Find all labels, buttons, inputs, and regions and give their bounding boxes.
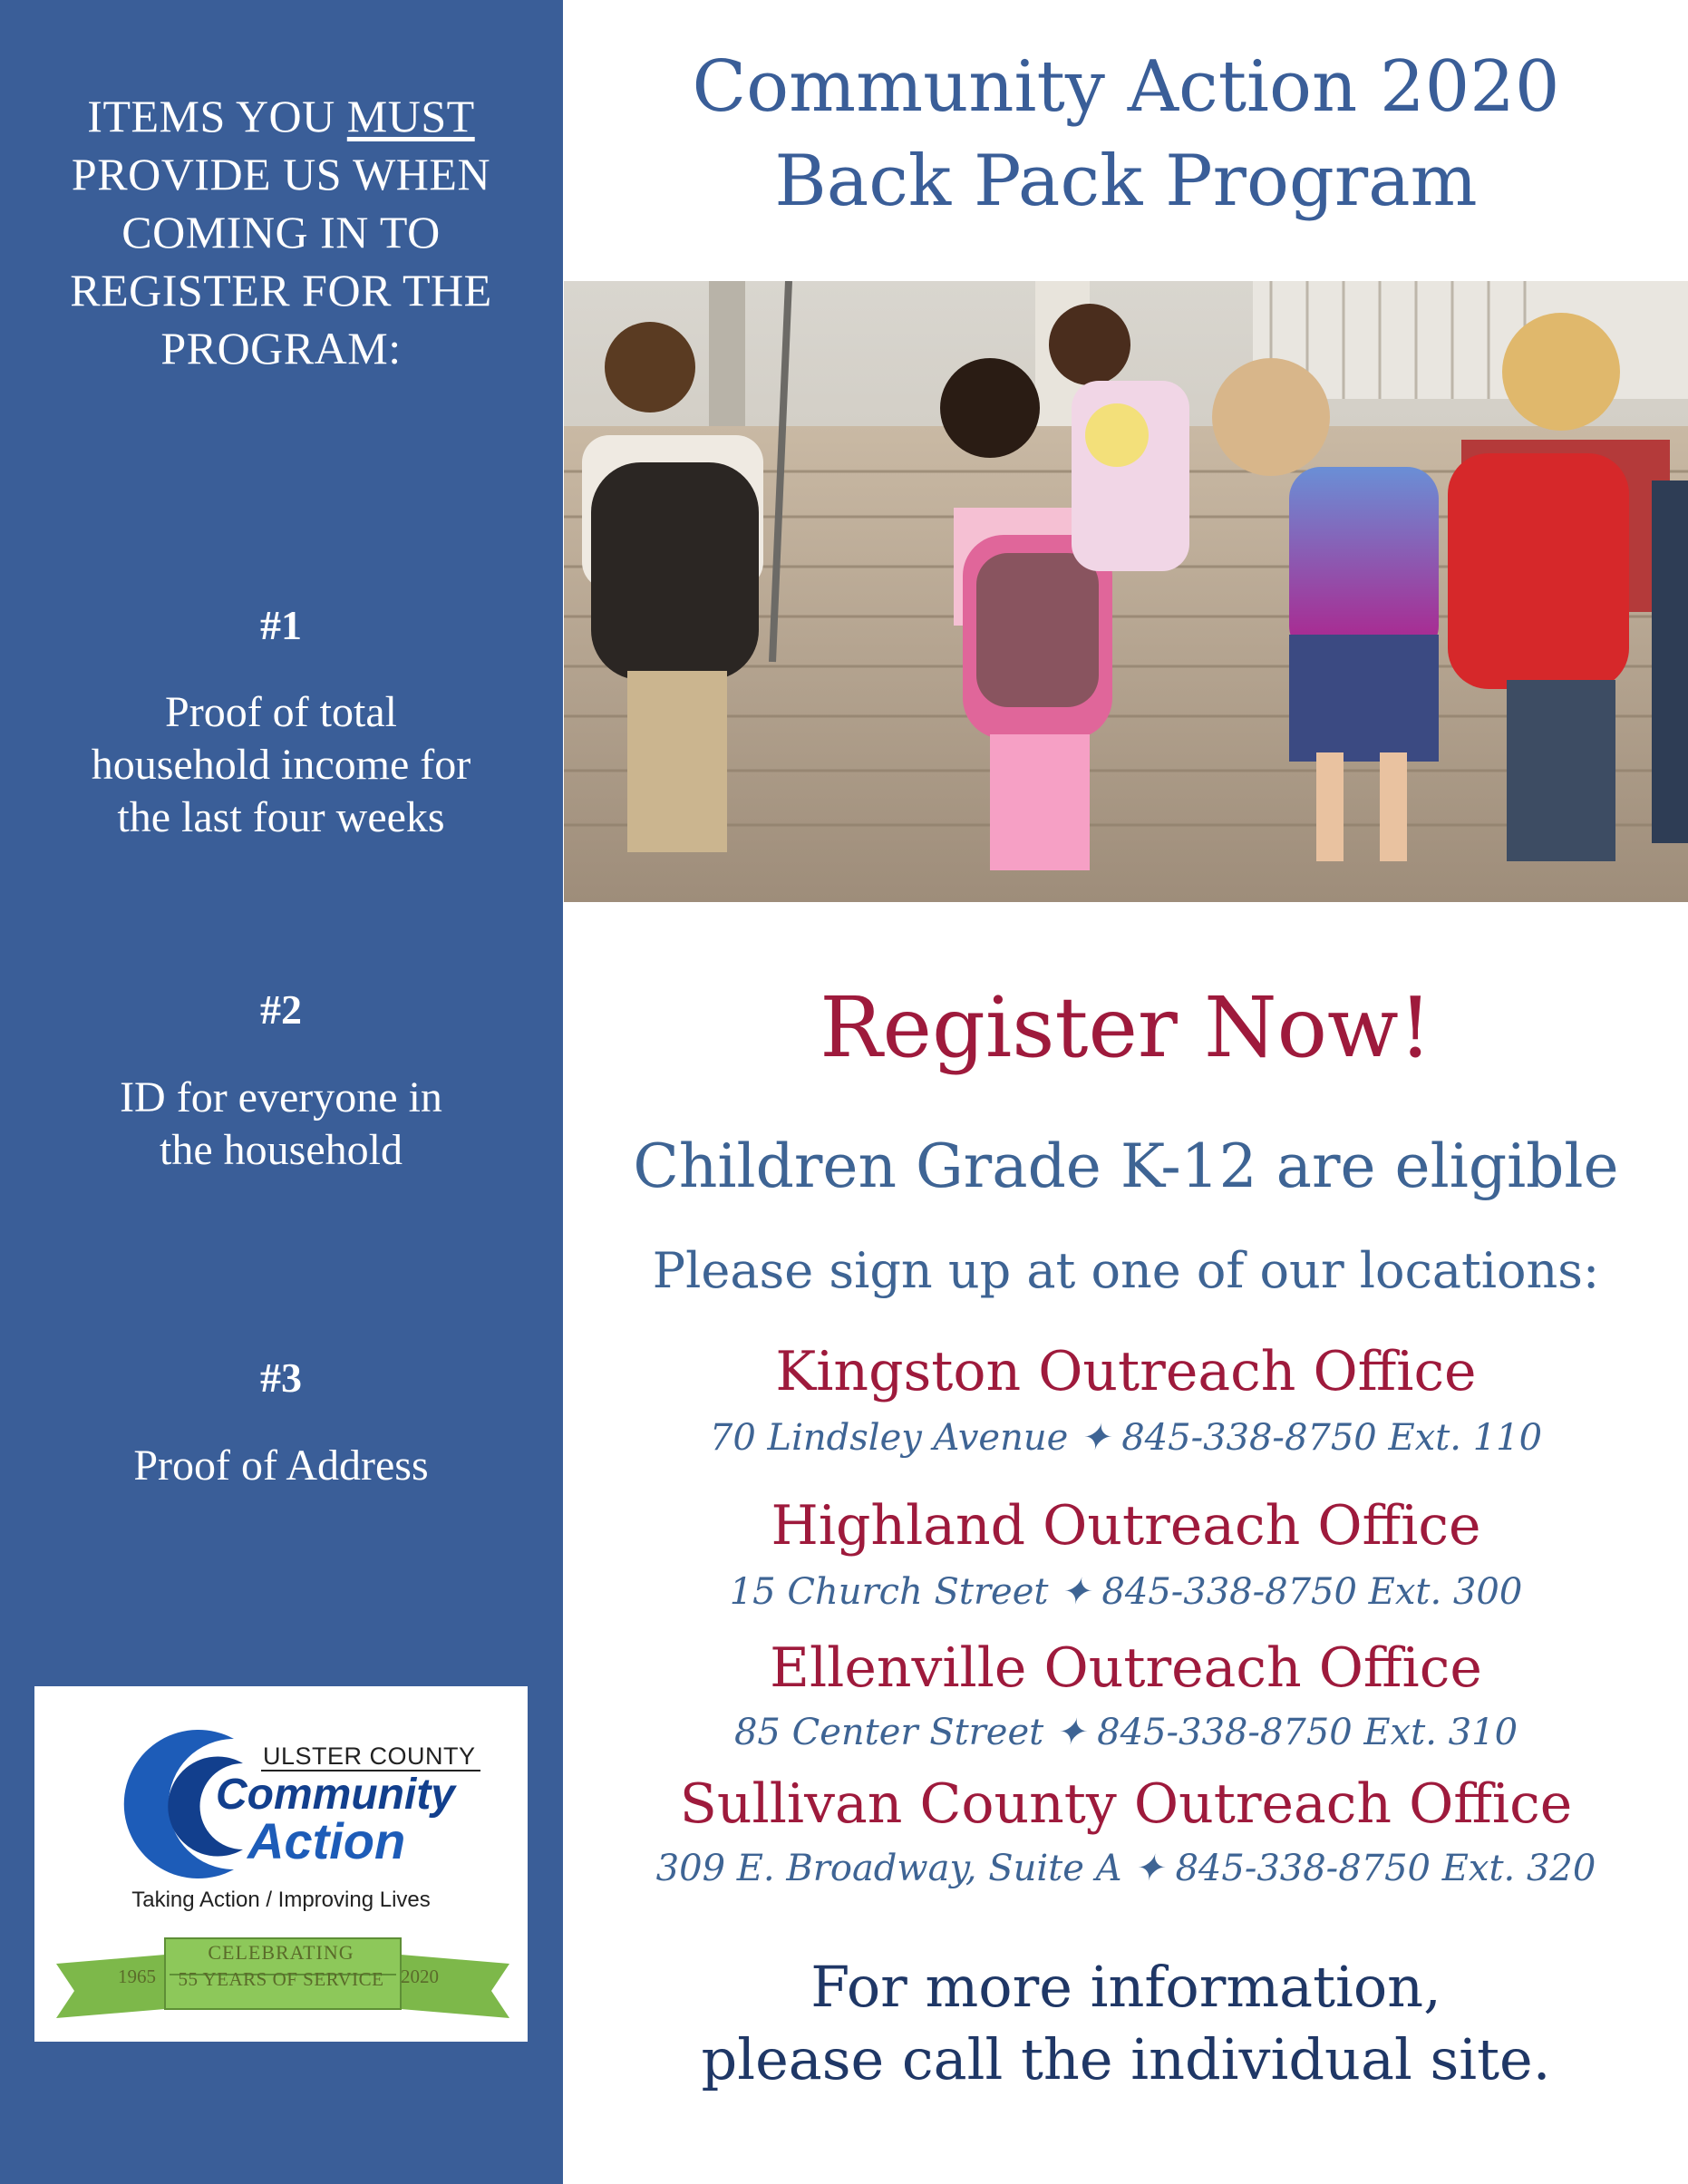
logo-tagline: Taking Action / Improving Lives: [131, 1888, 431, 1912]
register-now-heading: Register Now!: [820, 979, 1432, 1076]
banner-top-text: CELEBRATING: [208, 1941, 354, 1964]
location-kingston-detail: 70 Lindsley Avenue ✦ 845-338-8750 Ext. 110: [709, 1417, 1543, 1459]
community-action-logo: [34, 1686, 528, 2042]
page-title-line-2: Back Pack Program: [774, 141, 1478, 222]
location-sullivan-name: Sullivan County Outreach Office: [679, 1772, 1573, 1836]
sidebar-heading-rest: PROVIDE US WHEN COMING IN TO REGISTER FOR THE PROGRAM:: [70, 149, 492, 374]
requirement-3-text: Proof of Address: [133, 1441, 429, 1490]
signup-text: Please sign up at one of our locations:: [652, 1242, 1600, 1299]
sidebar-heading-start: ITEMS YOU: [87, 91, 347, 141]
location-ellenville-name: Ellenville Outreach Office: [770, 1636, 1482, 1700]
sidebar: [0, 0, 563, 2184]
logo-word-action: Action: [247, 1812, 406, 1869]
hero-photo: [564, 281, 1688, 902]
eligibility-text: Children Grade K-12 are eligible: [633, 1131, 1619, 1201]
banner-year-end: 2020: [401, 1966, 439, 1987]
requirement-1-text: Proof of total household income for the last four weeks: [91, 688, 471, 841]
logo-word-community: Community: [216, 1771, 455, 1819]
footer-note: [564, 1951, 1688, 2096]
banner-year-start: 1965: [118, 1966, 156, 1987]
banner-text: [169, 1940, 393, 2000]
location-ellenville-detail: 85 Center Street ✦ 845-338-8750 Ext. 310: [733, 1712, 1518, 1753]
logo-county: ULSTER COUNTY: [263, 1742, 476, 1770]
requirement-2-number: #2: [260, 986, 302, 1033]
footer-line-2: please call the individual site.: [701, 2026, 1551, 2092]
location-kingston-name: Kingston Outreach Office: [775, 1340, 1477, 1403]
sidebar-heading-emphasis: MUST: [346, 91, 475, 141]
page-title-line-1: Community Action 2020: [692, 46, 1560, 128]
location-sullivan-detail: 309 E. Broadway, Suite A ✦ 845-338-8750 Ext. 320: [655, 1848, 1596, 1889]
children-running-image: [564, 281, 1688, 902]
location-highland-detail: 15 Church Street ✦ 845-338-8750 Ext. 300: [729, 1571, 1523, 1613]
requirement-1-number: #1: [260, 602, 302, 648]
requirement-2-text: ID for everyone in the household: [120, 1073, 442, 1174]
sidebar-heading: [27, 87, 535, 377]
banner-bottom-text: 55 YEARS OF SERVICE: [178, 1968, 384, 1990]
requirement-3-number: #3: [260, 1354, 302, 1401]
location-highland-name: Highland Outreach Office: [771, 1494, 1481, 1558]
footer-line-1: For more information,: [810, 1954, 1441, 2020]
